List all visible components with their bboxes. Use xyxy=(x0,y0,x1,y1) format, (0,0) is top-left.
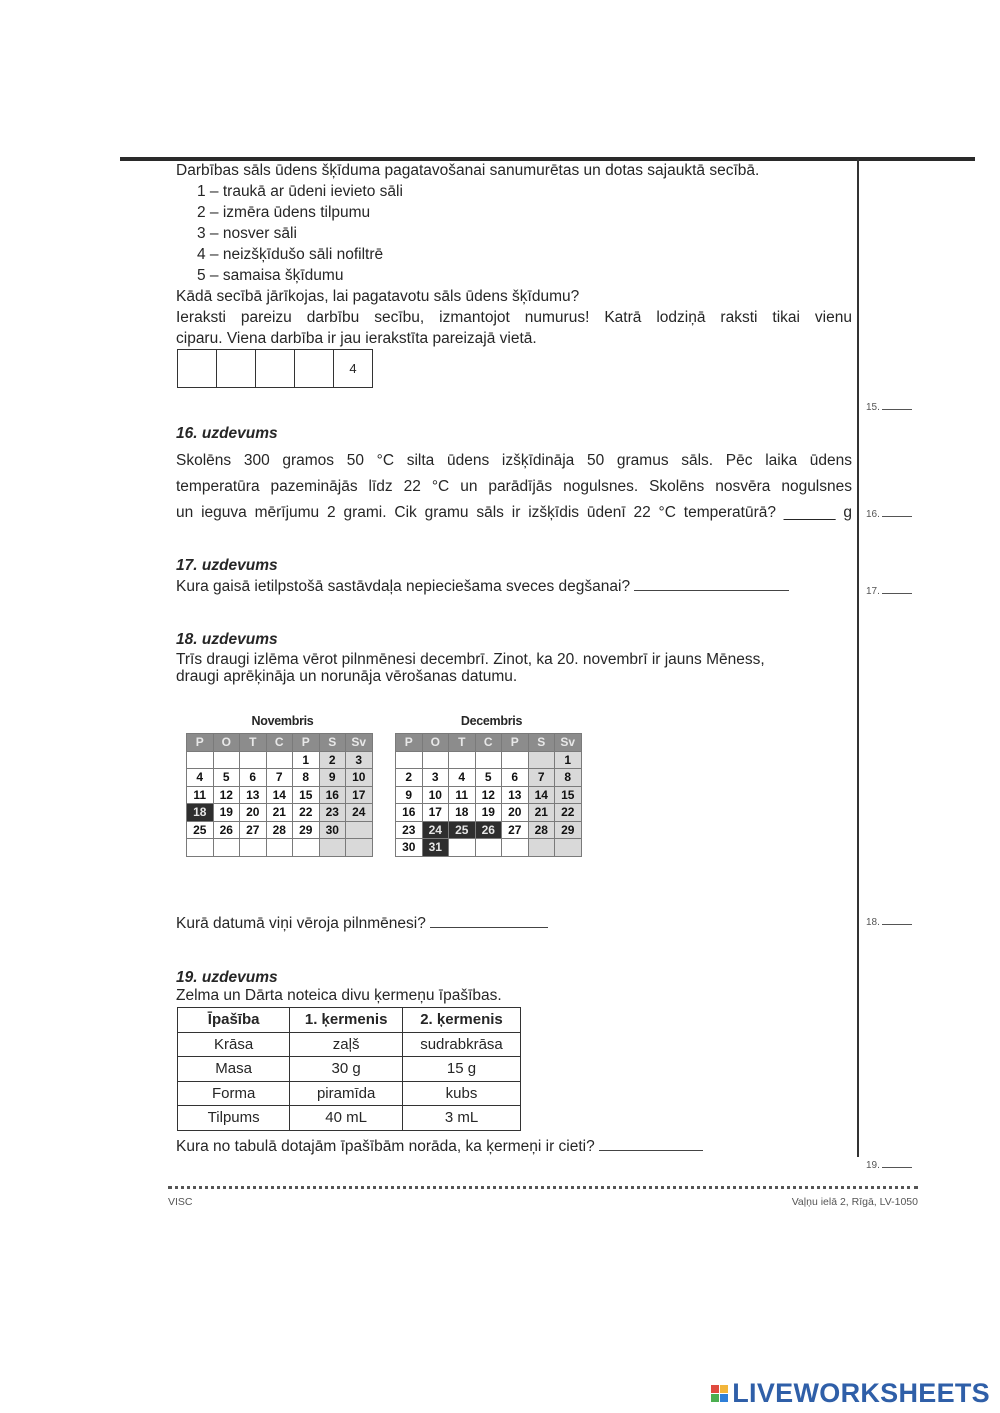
weekday-header: O xyxy=(213,734,240,752)
answer-box[interactable] xyxy=(295,350,334,387)
table-cell: sudrabkrāsa xyxy=(402,1032,520,1057)
calendar-day: 19 xyxy=(213,804,240,822)
calendar-day: 24 xyxy=(422,821,449,839)
table-cell: 15 g xyxy=(402,1057,520,1082)
weekday-header: C xyxy=(475,734,502,752)
task15-question: Kādā secībā jārīkojas, lai pagatavotu sāls ūdens šķīdumu? xyxy=(176,288,580,305)
step-1: 1 – traukā ar ūdeni ievieto sāli xyxy=(197,183,403,200)
weekday-header: T xyxy=(240,734,267,752)
table-cell: zaļš xyxy=(290,1032,403,1057)
calendar-day: 17 xyxy=(422,804,449,822)
calendar-day: 19 xyxy=(475,804,502,822)
calendar-day: 26 xyxy=(213,821,240,839)
task17-question-row xyxy=(176,576,789,597)
calendar-empty-cell xyxy=(293,839,320,857)
score-18 xyxy=(866,917,912,928)
step-3: 3 – nosver sāli xyxy=(197,225,297,242)
weekday-header: P xyxy=(293,734,320,752)
score-label: 16. xyxy=(866,509,880,520)
calendar-day: 25 xyxy=(449,821,476,839)
calendar-empty-cell xyxy=(266,839,293,857)
task18-question: Kurā datumā viņi vēroja pilnmēnesi? xyxy=(176,915,426,932)
calendar-empty-cell xyxy=(319,839,346,857)
task18-heading: 18. uzdevums xyxy=(176,631,278,648)
brand-name: LIVEWORKSHEETS xyxy=(732,1378,990,1408)
calendar-empty-cell xyxy=(187,751,214,769)
calendar-day: 12 xyxy=(213,786,240,804)
calendar-day: 17 xyxy=(346,786,373,804)
score-margin-rule xyxy=(857,159,859,1157)
table-cell: 3 mL xyxy=(402,1106,520,1131)
calendar-day: 1 xyxy=(293,751,320,769)
calendar-empty-cell xyxy=(396,751,423,769)
calendar-empty-cell xyxy=(213,751,240,769)
task17-question: Kura gaisā ietilpstošā sastāvdaļa nepieciešama sveces degšanai? xyxy=(176,578,631,595)
table-cell: 40 mL xyxy=(290,1106,403,1131)
calendar-empty-cell xyxy=(240,839,267,857)
task19-question: Kura no tabulā dotajām īpašībām norāda, ka ķermeņi ir cieti? xyxy=(176,1138,595,1155)
table-cell: Forma xyxy=(178,1081,290,1106)
calendar-day: 9 xyxy=(396,786,423,804)
weekday-header: C xyxy=(266,734,293,752)
score-15 xyxy=(866,402,912,413)
task16-heading: 16. uzdevums xyxy=(176,425,278,442)
calendar-empty-cell xyxy=(449,839,476,857)
calendar-day: 16 xyxy=(319,786,346,804)
calendar-day: 29 xyxy=(293,821,320,839)
calendar-day: 6 xyxy=(502,769,529,787)
weekday-header: O xyxy=(422,734,449,752)
calendar-day: 28 xyxy=(266,821,293,839)
table-header-cell: 1. ķermenis xyxy=(290,1008,403,1033)
task17-heading: 17. uzdevums xyxy=(176,557,278,574)
score-label: 17. xyxy=(866,586,880,597)
calendar-day: 15 xyxy=(555,786,582,804)
weekday-header: S xyxy=(319,734,346,752)
weekday-header: P xyxy=(502,734,529,752)
calendar-day: 18 xyxy=(187,804,214,822)
calendar-day: 30 xyxy=(396,839,423,857)
task18-question-row xyxy=(176,913,548,934)
weekday-header: S xyxy=(528,734,555,752)
task15-instruction-1: Ieraksti pareizu darbību secību, izmantojot numurus! Katrā lodziņā raksti tikai vienu xyxy=(176,309,852,326)
calendar-empty-cell xyxy=(502,751,529,769)
november-title: Novembris xyxy=(251,714,314,728)
calendar-empty-cell xyxy=(346,839,373,857)
calendar-day: 12 xyxy=(475,786,502,804)
answer-box[interactable] xyxy=(178,350,217,387)
calendar-empty-cell xyxy=(475,839,502,857)
calendar-empty-cell xyxy=(475,751,502,769)
calendar-day: 14 xyxy=(528,786,555,804)
task19-heading: 19. uzdevums xyxy=(176,969,278,986)
weekday-header: T xyxy=(449,734,476,752)
calendar-empty-cell xyxy=(422,751,449,769)
task16-line-1: Skolēns 300 gramos 50 °C silta ūdens izšķīdināja 50 gramus sāls. Pēc laika ūdens xyxy=(176,452,852,469)
calendar-day: 28 xyxy=(528,821,555,839)
task16-line-2: temperatūra pazeminājās līdz 22 °C un parādījās nogulsnes. Skolēns nosvēra nogulsnes xyxy=(176,478,852,495)
logo-blocks-icon xyxy=(711,1385,728,1402)
calendar-day: 23 xyxy=(319,804,346,822)
calendar-day: 21 xyxy=(528,804,555,822)
intro-line: Darbības sāls ūdens šķīduma pagatavošanai sanumurētas un dotas sajauktā secībā. xyxy=(176,162,760,179)
weekday-header: P xyxy=(187,734,214,752)
calendar-empty-cell xyxy=(346,821,373,839)
score-19 xyxy=(866,1160,912,1171)
score-17 xyxy=(866,586,912,597)
calendar-empty-cell xyxy=(240,751,267,769)
calendar-day: 20 xyxy=(240,804,267,822)
task19-intro: Zelma un Dārta noteica divu ķermeņu īpašības. xyxy=(176,987,502,1004)
calendar-empty-cell xyxy=(528,839,555,857)
calendar-day: 31 xyxy=(422,839,449,857)
calendar-day: 5 xyxy=(213,769,240,787)
calendar-empty-cell xyxy=(266,751,293,769)
calendar-day: 22 xyxy=(555,804,582,822)
footer-rule xyxy=(168,1186,918,1189)
calendar-day: 7 xyxy=(266,769,293,787)
task16-line-3[interactable]: un ieguva mērījumu 2 grami. Cik gramu sāls ir izšķīdis ūdenī 22 °C temperatūrā? ______ g xyxy=(176,504,852,521)
calendar-empty-cell xyxy=(502,839,529,857)
table-cell: 30 g xyxy=(290,1057,403,1082)
task19-answer-blank[interactable] xyxy=(599,1136,703,1151)
calendar-day: 16 xyxy=(396,804,423,822)
calendar-day: 24 xyxy=(346,804,373,822)
calendar-empty-cell xyxy=(213,839,240,857)
weekday-header: Sv xyxy=(555,734,582,752)
calendar-day: 20 xyxy=(502,804,529,822)
table-header-cell: 2. ķermenis xyxy=(402,1008,520,1033)
calendar-day: 1 xyxy=(555,751,582,769)
task17-answer-blank[interactable] xyxy=(634,576,789,591)
calendar-day: 25 xyxy=(187,821,214,839)
liveworksheets-logo[interactable] xyxy=(711,1378,990,1409)
table-header-cell: Īpašība xyxy=(178,1008,290,1033)
calendar-empty-cell xyxy=(555,839,582,857)
step-2: 2 – izmēra ūdens tilpumu xyxy=(197,204,371,221)
calendar-day: 21 xyxy=(266,804,293,822)
calendar-day: 6 xyxy=(240,769,267,787)
task18-answer-blank[interactable] xyxy=(430,913,548,928)
calendar-day: 30 xyxy=(319,821,346,839)
task15-instruction-2: ciparu. Viena darbība ir jau ierakstīta pareizajā vietā. xyxy=(176,330,537,347)
step-5: 5 – samaisa šķīdumu xyxy=(197,267,344,284)
table-cell: kubs xyxy=(402,1081,520,1106)
calendar-empty-cell xyxy=(449,751,476,769)
calendar-day: 4 xyxy=(449,769,476,787)
answer-box-prefilled: 4 xyxy=(349,361,357,376)
score-label: 18. xyxy=(866,917,880,928)
calendar-day: 22 xyxy=(293,804,320,822)
weekday-header: Sv xyxy=(346,734,373,752)
calendar-day: 2 xyxy=(319,751,346,769)
december-calendar xyxy=(395,733,582,857)
calendar-day: 27 xyxy=(240,821,267,839)
calendar-day: 18 xyxy=(449,804,476,822)
sequence-answer-boxes xyxy=(177,349,373,388)
calendar-day: 10 xyxy=(422,786,449,804)
calendar-day: 14 xyxy=(266,786,293,804)
score-16 xyxy=(866,509,912,520)
calendar-day: 5 xyxy=(475,769,502,787)
calendar-day: 4 xyxy=(187,769,214,787)
calendar-day: 10 xyxy=(346,769,373,787)
table-cell: piramīda xyxy=(290,1081,403,1106)
answer-box[interactable] xyxy=(256,350,295,387)
december-title: Decembris xyxy=(460,714,523,728)
calendar-day: 11 xyxy=(187,786,214,804)
calendar-day: 3 xyxy=(346,751,373,769)
calendar-day: 8 xyxy=(555,769,582,787)
task19-question-row xyxy=(176,1136,703,1157)
calendar-day: 9 xyxy=(319,769,346,787)
calendar-day: 23 xyxy=(396,821,423,839)
calendar-day: 3 xyxy=(422,769,449,787)
calendar-day: 27 xyxy=(502,821,529,839)
task18-line-2: draugi aprēķināja un norunāja vērošanas datumu. xyxy=(176,668,518,685)
calendar-day: 13 xyxy=(240,786,267,804)
table-cell: Krāsa xyxy=(178,1032,290,1057)
properties-table xyxy=(177,1007,521,1131)
calendar-day: 7 xyxy=(528,769,555,787)
table-cell: Tilpums xyxy=(178,1106,290,1131)
score-label: 19. xyxy=(866,1160,880,1171)
calendar-day: 2 xyxy=(396,769,423,787)
calendar-day: 11 xyxy=(449,786,476,804)
answer-box[interactable] xyxy=(217,350,256,387)
calendar-day: 26 xyxy=(475,821,502,839)
step-4: 4 – neizšķīdušo sāli nofiltrē xyxy=(197,246,384,263)
task18-line-1: Trīs draugi izlēma vērot pilnmēnesi decembrī. Zinot, ka 20. novembrī ir jauns Mēness, xyxy=(176,651,765,668)
footer-right: Vaļņu ielā 2, Rīgā, LV-1050 xyxy=(791,1196,918,1208)
calendar-day: 13 xyxy=(502,786,529,804)
calendar-empty-cell xyxy=(528,751,555,769)
score-label: 15. xyxy=(866,402,880,413)
footer-left: VISC xyxy=(168,1196,193,1208)
calendar-day: 15 xyxy=(293,786,320,804)
calendar-day: 8 xyxy=(293,769,320,787)
calendar-empty-cell xyxy=(187,839,214,857)
table-cell: Masa xyxy=(178,1057,290,1082)
weekday-header: P xyxy=(396,734,423,752)
november-calendar xyxy=(186,733,373,857)
calendar-day: 29 xyxy=(555,821,582,839)
